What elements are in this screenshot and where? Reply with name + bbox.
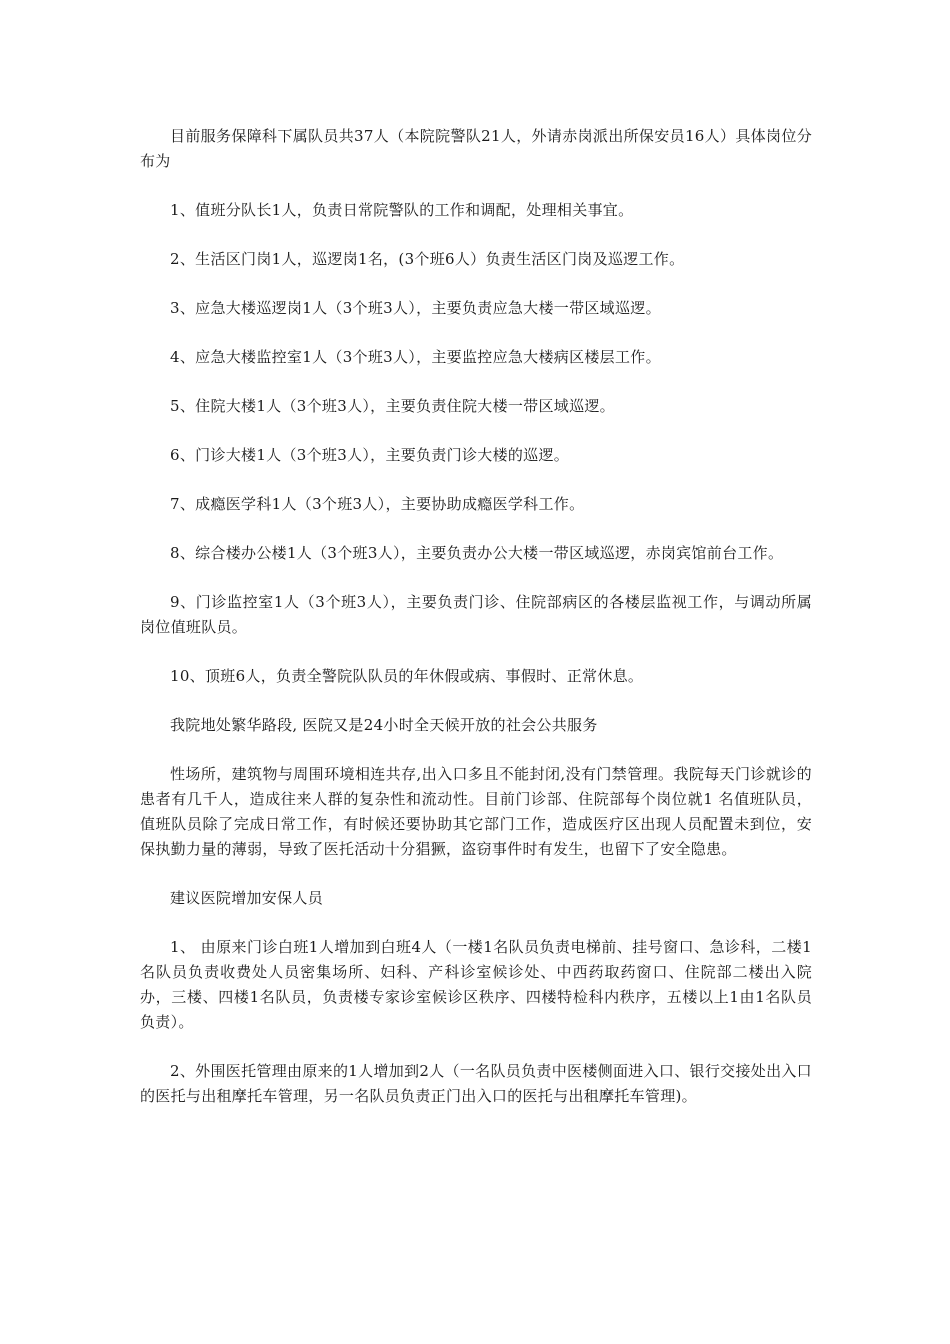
post-item-6: 6、门诊大楼1人（3个班3人），主要负责门诊大楼的巡逻。: [170, 446, 570, 464]
post-item-7: 7、成瘾医学科1人（3个班3人），主要协助成瘾医学科工作。: [170, 495, 585, 513]
post-item-2: 2、生活区门岗1人，巡逻岗1名，(3个班6人）负责生活区门岗及巡逻工作。: [170, 250, 685, 268]
location-paragraph: 我院地处繁华路段, 医院又是24小时全天候开放的社会公共服务: [170, 716, 598, 734]
post-item-8: 8、综合楼办公楼1人（3个班3人），主要负责办公大楼一带区域巡逻，赤岗宾馆前台工作。: [170, 544, 784, 562]
post-item-1: 1、值班分队长1人，负责日常院警队的工作和调配，处理相关事宜。: [170, 201, 634, 219]
post-item-4: 4、应急大楼监控室1人（3个班3人），主要监控应急大楼病区楼层工作。: [170, 348, 661, 366]
post-item-10: 10、顶班6人，负责全警院队队员的年休假或病、事假时、正常休息。: [170, 667, 644, 685]
suggestion-item-1: 1、 由原来门诊白班1人增加到白班4人（一楼1名队员负责电梯前、挂号窗口、急诊科，二楼1名队员负责收费处人员密集场所、妇科、产科诊室候诊处、中西药取药窗口、住院部二楼出入院办，三楼、四楼1名队员，负责楼专家诊室候诊区秩序、四楼特检科内秩序，五楼以上1由1名队员负责）。: [140, 938, 812, 1031]
situation-paragraph: 性场所，建筑物与周围环境相连共存,出入口多且不能封闭,没有门禁管理。我院每天门诊就诊的患者有几千人，造成往来人群的复杂性和流动性。目前门诊部、住院部每个岗位就1 名值班队员，值班队员除了完成日常工作，有时候还要协助其它部门工作，造成医疗区出现人员配置未到位，安保执勤力量的薄弱，导致了医托活动十分猖獗，盗窃事件时有发生，也留下了安全隐患。: [140, 765, 812, 858]
post-item-9: 9、门诊监控室1人（3个班3人），主要负责门诊、住院部病区的各楼层监视工作，与调动所属岗位值班队员。: [140, 593, 812, 636]
intro-paragraph: 目前服务保障科下属队员共37人（本院院警队21人，外请赤岗派出所保安员16人）具体岗位分布为: [140, 127, 812, 170]
post-item-5: 5、住院大楼1人（3个班3人），主要负责住院大楼一带区域巡逻。: [170, 397, 615, 415]
document-page: [140, 124, 812, 1133]
suggestion-heading: 建议医院增加安保人员: [170, 889, 324, 907]
post-item-3: 3、应急大楼巡逻岗1人（3个班3人），主要负责应急大楼一带区域巡逻。: [170, 299, 661, 317]
suggestion-item-2: 2、外围医托管理由原来的1人增加到2人（一名队员负责中医楼侧面进入口、银行交接处出入口的医托与出租摩托车管理，另一名队员负责正门出入口的医托与出租摩托车管理)。: [140, 1062, 812, 1105]
